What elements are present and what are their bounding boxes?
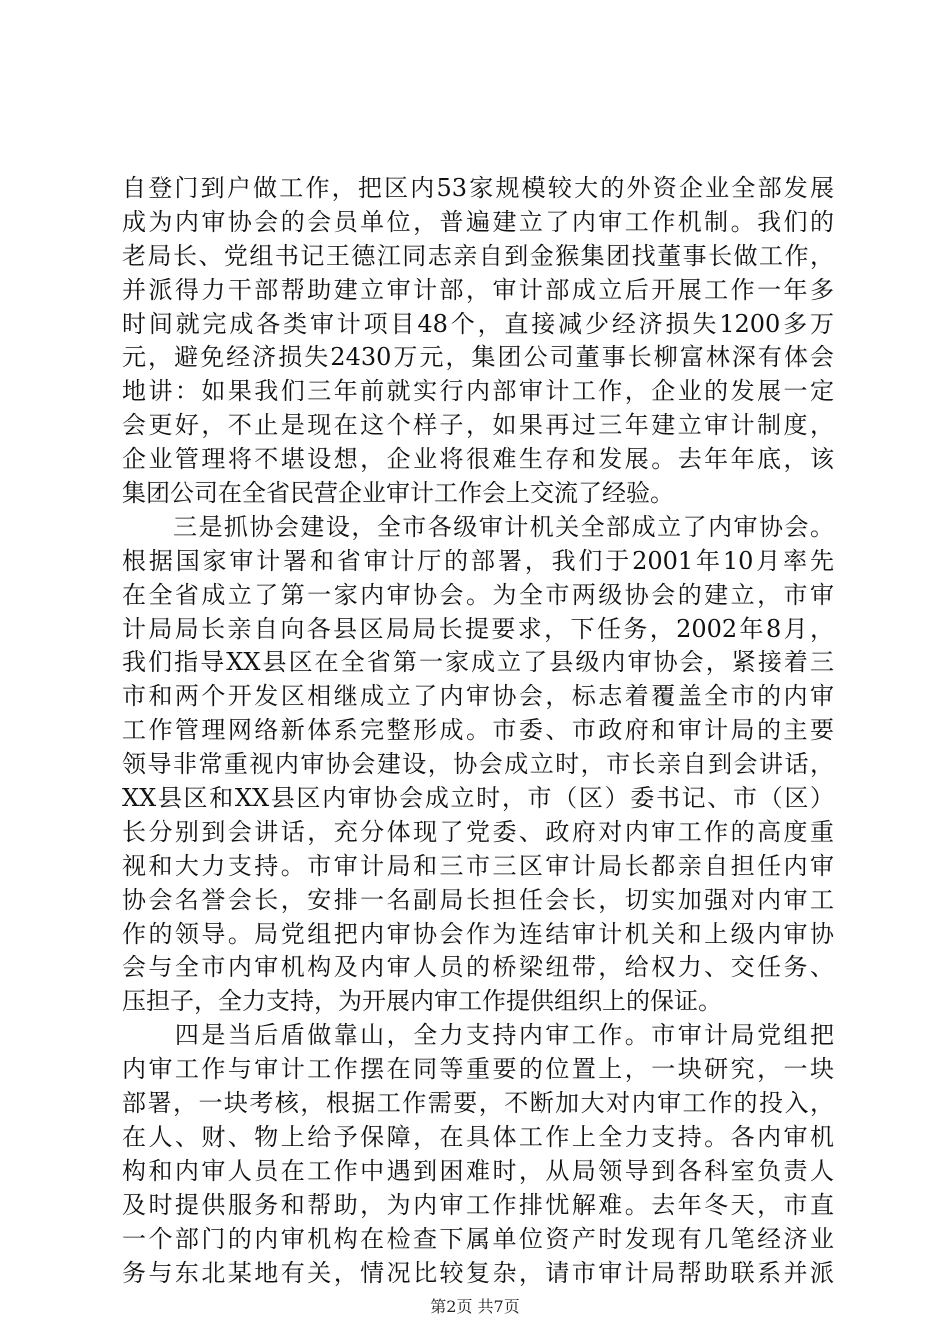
text-line: 构和内审人员在工作中遇到困难时，从局领导到各科室负责人 — [122, 1156, 834, 1185]
text-line: 一个部门的内审机构在检查下属单位资产时发现有几笔经济业 — [122, 1224, 834, 1253]
text-line: 企业管理将不堪设想，企业将很难生存和发展。去年年底，该 — [122, 445, 834, 474]
text-line: 成为内审协会的会员单位，普遍建立了内审工作机制。我们的 — [122, 207, 834, 236]
text-line: 元，避免经济损失2430万元，集团公司董事长柳富林深有体会 — [122, 343, 834, 372]
text-line: 四是当后盾做靠山，全力支持内审工作。市审计局党组把 — [122, 1021, 834, 1050]
page-footer: 第2页 共7页 — [430, 1297, 520, 1316]
text-line: 计局局长亲自向各县区局局长提要求，下任务，2002年8月， — [122, 614, 834, 643]
text-line: 作的领导。局党组把内审协会作为连结审计机关和上级内审协 — [122, 919, 834, 948]
text-line: 部署，一块考核，根据工作需要，不断加大对内审工作的投入， — [122, 1089, 834, 1118]
body-text — [122, 172, 834, 1290]
text-line: 我们指导XX县区在全省第一家成立了县级内审协会，紧接着三 — [122, 648, 834, 677]
text-line: 及时提供服务和帮助，为内审工作排忧解难。去年冬天，市直 — [122, 1190, 834, 1219]
text-line: 在人、财、物上给予保障，在具体工作上全力支持。各内审机 — [122, 1122, 834, 1151]
text-line: 会与全市内审机构及内审人员的桥梁纽带，给权力、交任务、 — [122, 953, 834, 982]
text-line: 会更好，不止是现在这个样子，如果再过三年建立审计制度， — [122, 411, 834, 440]
text-line: 根据国家审计署和省审计厅的部署，我们于2001年10月率先 — [122, 546, 834, 575]
text-line: 时间就完成各类审计项目48个，直接减少经济损失1200多万 — [122, 309, 834, 338]
text-line: 老局长、党组书记王德江同志亲自到金猴集团找董事长做工作， — [122, 241, 834, 270]
text-line: 并派得力干部帮助建立审计部，审计部成立后开展工作一年多 — [122, 275, 834, 304]
text-line: 市和两个开发区相继成立了内审协会，标志着覆盖全市的内审 — [122, 682, 834, 711]
text-line: 领导非常重视内审协会建设，协会成立时，市长亲自到会讲话， — [122, 750, 834, 779]
text-line: 集团公司在全省民营企业审计工作会上交流了经验。 — [122, 479, 674, 508]
text-line: 视和大力支持。市审计局和三市三区审计局长都亲自担任内审 — [122, 851, 834, 880]
text-line: 在全省成立了第一家内审协会。为全市两级协会的建立，市审 — [122, 580, 834, 609]
text-line: 内审工作与审计工作摆在同等重要的位置上，一块研究，一块 — [122, 1055, 834, 1084]
text-line: 自登门到户做工作，把区内53家规模较大的外资企业全部发展 — [122, 174, 834, 202]
text-line: 协会名誉会长，安排一名副局长担任会长，切实加强对内审工 — [122, 885, 834, 914]
text-line: 务与东北某地有关，情况比较复杂，请市审计局帮助联系并派 — [122, 1258, 834, 1287]
text-line: XX县区和XX县区内审协会成立时，市（区）委书记、市（区） — [122, 784, 834, 813]
text-line: 工作管理网络新体系完整形成。市委、市政府和审计局的主要 — [122, 716, 834, 745]
text-line: 压担子，全力支持，为开展内审工作提供组织上的保证。 — [122, 987, 722, 1016]
text-line: 长分别到会讲话，充分体现了党委、政府对内审工作的高度重 — [122, 817, 834, 846]
text-line: 地讲：如果我们三年前就实行内部审计工作，企业的发展一定 — [122, 377, 834, 406]
text-line: 三是抓协会建设，全市各级审计机关全部成立了内审协会。 — [122, 512, 834, 541]
